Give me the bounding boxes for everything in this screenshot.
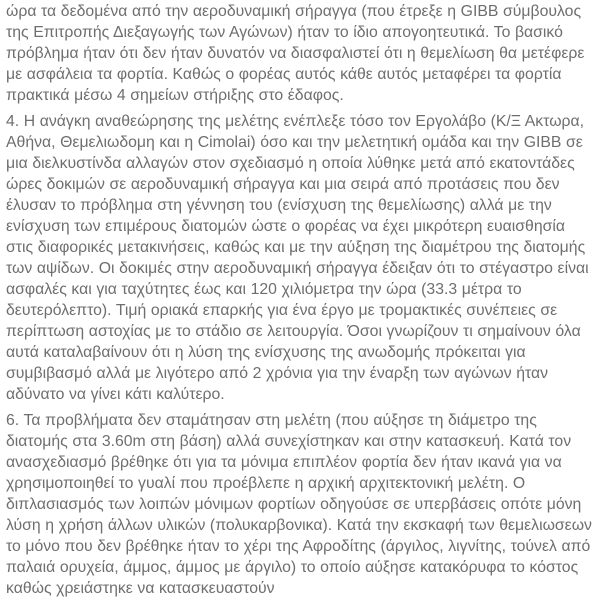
paragraph-wind-tunnel-results: ώρα τα δεδομένα από την αεροδυναμική σήραγγα (που έτρεξε η GIBB σύμβουλος της Επιτροπής Διεξαγωγής των Αγώνων) ήταν το ίδιο απογοητευτικά. Το βασικό πρόβλημα ήταν ότι δεν ήταν δυνατόν να διασφαλιστεί ότι η θεμελίωση θα μετέφερε με ασφάλεια τα φορτία. Καθώς ο φορέας αυτός κάθε αυτός μεταφέρει τα φορτία πρακτικά μέσω 4 σημείων στήριξης στο έδαφος.	[6, 3, 585, 104]
paragraph-4-design-revision: 4. Η ανάγκη αναθεώρησης της μελέτης ενέπλεξε τόσο τον Εργολάβο (Κ/Ξ Ακτωρα, Αθήνα, Θεμελιωδομη και η Cimolai) όσο και την μελετητική ομάδα και την GIBB σε μια διελκυστίνδα αλλαγών στον σχεδιασμό η οποία λύθηκε μετά από εκατοντάδες ώρες δοκιμών σε αεροδυναμική σήραγγα και μια σειρά από προτάσεις που δεν έλυσαν το πρόβλημα στη γέννηση του (ενίσχυση της θεμελίωσης) αλλά με την ενίσχυση των επιμέρους διατομών ώστε ο φορέας να έχει μικρότερη ευαισθησία στις διαφορικές μετακινήσεις, καθώς και με την αύξηση της διαμέτρου της διατομής των αψίδων. Οι δοκιμές στην αεροδυναμική σήραγγα έδειξαν ότι το στέγαστρο είναι ασφαλές και για ταχύτητες έως και 120 χιλιόμετρα την ώρα (33.3 μέτρα το δευτερόλεπτο). Τιμή οριακά επαρκής για ένα έργο με τρομακτικές συνέπειες σε περίπτωση αστοχίας με το στάδιο σε λειτουργία. Όσοι γνωρίζουν τι σημαίνουν όλα αυτά καταλαβαίνουν ότι η λύση της ενίσχυσης της ανωδομής πρόκειται για συμβιβασμό αλλά με λιγότερο από 2 χρόνια για την έναρξη των αγώνων ήταν αδύνατο να γίνει κάτι καλύτερο.	[6, 113, 589, 403]
paragraph-6-construction-problems: 6. Τα προβλήματα δεν σταμάτησαν στη μελέτη (που αύξησε τη διάμετρο της διατομής στα 3.60m στη βάση) αλλά συνεχίστηκαν και στην κατασκευή. Κατά τον ανασχεδιασμό βρέθηκε ότι για τα μόνιμα επιπλέον φορτία δεν ήταν ικανά για να χρησιμοποιηθεί το γυαλί που προέβλεπε η αρχική αρχιτεκτονική μελέτη. Ο διπλασιασμός των λοιπών μόνιμων φορτίων οδηγούσε σε υπερβάσεις οπότε μόνη λύση η χρήση άλλων υλικών (πολυκαρβονικα). Κατά την εκσκαφή των θεμελιωσεων το μόνο που δεν βρέθηκε ήταν το χέρι της Αφροδίτης (άργιλος, λιγνίτης, τούνελ από παλαιά ορυχεία, άμμος, άμμος με άργιλο) το οποίο αύξησε κατακόρυφα το κόστος καθώς χρειάστηκε να κατασκευαστούν	[6, 412, 592, 597]
